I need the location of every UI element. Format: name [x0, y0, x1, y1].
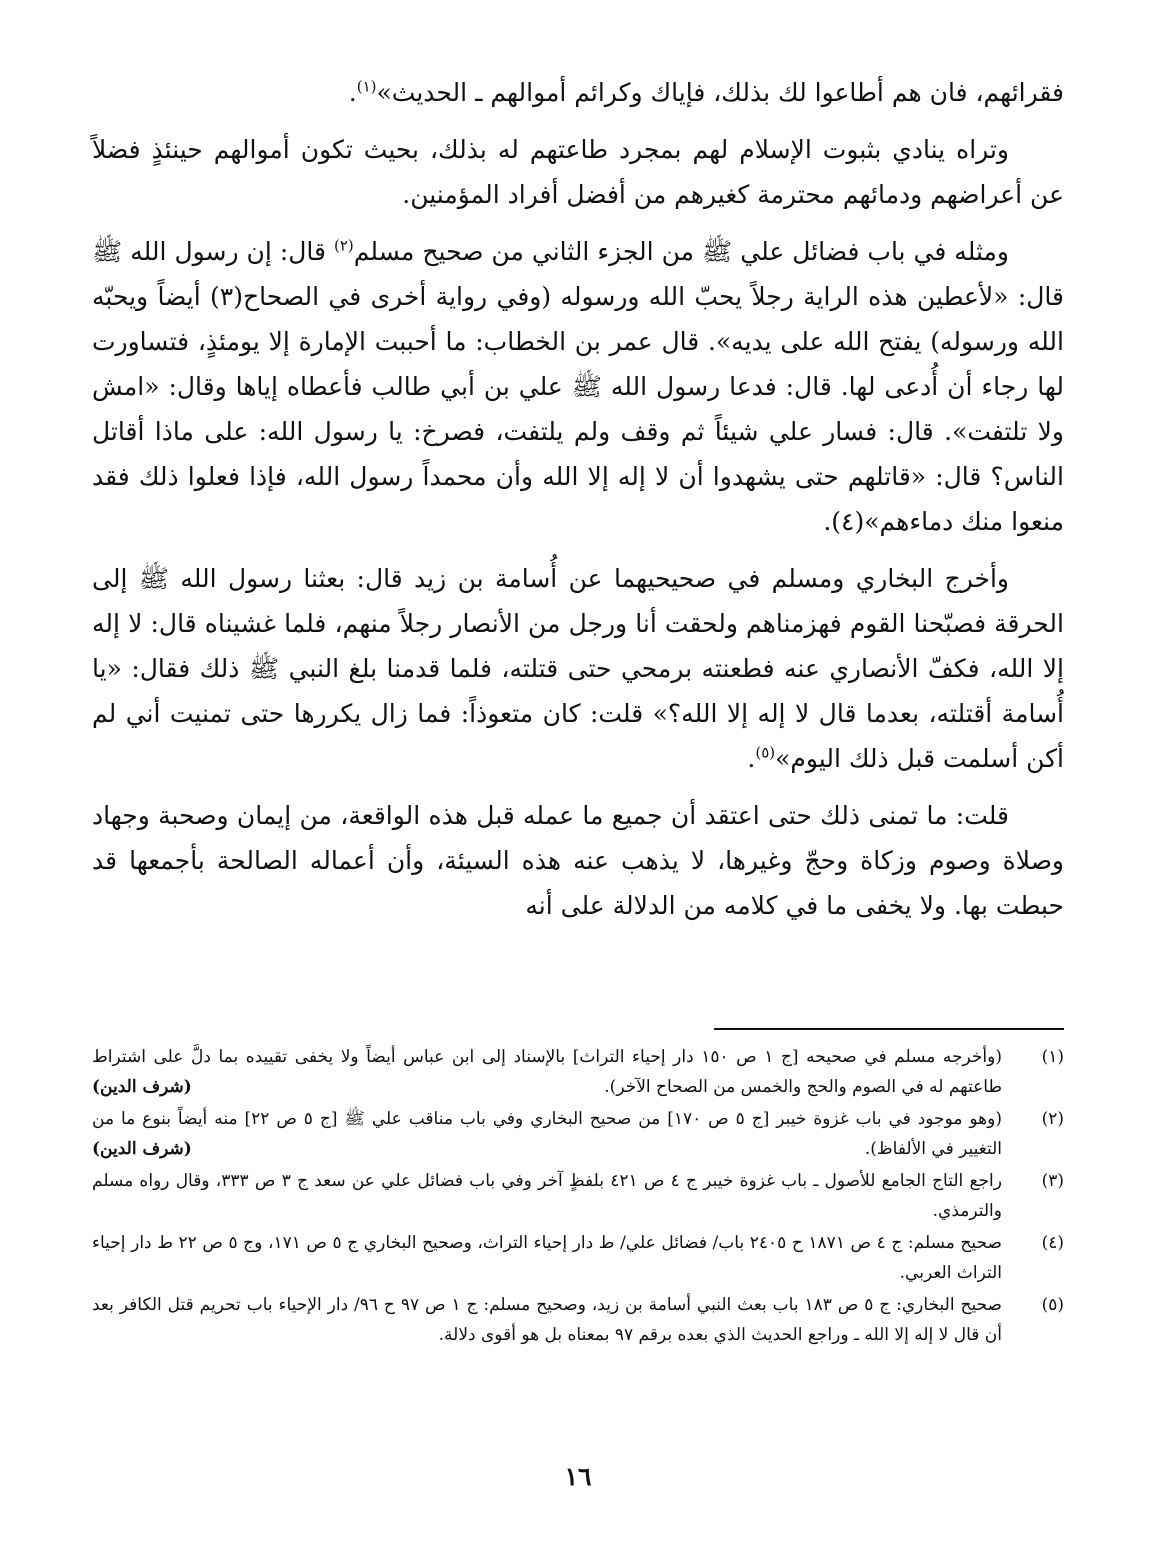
footnote-number: (٥)	[1041, 1295, 1064, 1315]
footnote-body	[92, 1166, 1002, 1226]
main-text	[92, 70, 1064, 940]
footnote-body	[92, 1228, 1002, 1288]
footnote-4	[92, 1228, 1064, 1288]
footnote-credit: (شرف الدين)	[92, 1077, 192, 1097]
footnote-text: صحيح مسلم: ج ٤ ص ١٨٧١ ح ٢٤٠٥ باب/ فضائل علي/ ط دار إحياء التراث، وصحيح البخاري ج ٥ ص ١٧١، وج ٥ ص ٢٢ ط دار إحياء التراث العربي.	[92, 1233, 1002, 1283]
page-number: ١٦	[564, 1462, 592, 1491]
paragraph-1	[92, 70, 1064, 115]
footnote-ref-5: (٥)	[755, 743, 776, 762]
paragraph-1-text: فقرائهم، فان هم أطاعوا لك بذلك، فإياك وكرائم أموالهم ـ الحديث»	[376, 78, 1064, 107]
footnote-number: (٤)	[1041, 1233, 1064, 1253]
footnote-number: (٣)	[1041, 1171, 1064, 1191]
paragraph-2-text: وتراه ينادي بثبوت الإسلام لهم بمجرد طاعتهم له بذلك، بحيث تكون أموالهم حينئذٍ فضلاً عن أعراضهم ودمائهم محترمة كغيرهم من أفضل أفراد المؤمنين.	[92, 135, 1064, 209]
footnote-3	[92, 1166, 1064, 1226]
footnote-body	[92, 1290, 1002, 1350]
footnote-body	[92, 1104, 1002, 1164]
footnote-5	[92, 1290, 1064, 1350]
paragraph-2	[92, 127, 1064, 217]
paragraph-5-text: قلت: ما تمنى ذلك حتى اعتقد أن جميع ما عمله قبل هذه الواقعة، من إيمان وصحبة وجهاد وصلاة وصوم وزكاة وحجّ وغيرها، لا يذهب عنه هذه السيئة، وأن أعماله الصالحة بأجمعها قد حبطت بها. ولا يخفى ما في كلامه من الدلالة على أنه	[92, 801, 1064, 920]
footnote-1	[92, 1042, 1064, 1102]
footnote-credit: (شرف الدين)	[92, 1139, 192, 1159]
paragraph-1-tail: .	[348, 78, 357, 107]
paragraph-5	[92, 793, 1064, 928]
paragraph-3-text: ومثله في باب فضائل علي ﷺ من الجزء الثاني من صحيح مسلم	[353, 237, 1009, 266]
footnote-2	[92, 1104, 1064, 1164]
footnotes	[92, 1042, 1064, 1352]
footnote-text: راجع التاج الجامع للأصول ـ باب غزوة خيبر ج ٤ ص ٤٢١ بلفظٍ آخر وفي باب فضائل علي عن سعد ج ٣ ص ٣٣٣، وقال رواه مسلم والترمذي.	[92, 1171, 1002, 1221]
footnote-text: (وأخرجه مسلم في صحيحه [ج ١ ص ١٥٠ دار إحياء التراث] بالإسناد إلى ابن عباس أيضاً ولا يخفى تقييده بما دلَّ على اشتراط طاعتهم له في الصوم والحج والخمس من الصحاح الآخر).	[92, 1047, 1002, 1097]
paragraph-4-tail: .	[747, 744, 756, 773]
footnote-separator	[714, 1028, 1064, 1030]
paragraph-4-text: وأخرج البخاري ومسلم في صحيحيهما عن أُسامة بن زيد قال: بعثنا رسول الله ﷺ إلى الحرقة فصبّحنا القوم فهزمناهم ولحقت أنا ورجل من الأنصار رجلاً منهم، فلما غشيناه قال: لا إله إلا الله، فكفّ الأنصاري عنه فطعنته برمحي حتى قتلته، فلما قدمنا بلغ النبي ﷺ ذلك فقال: «يا أُسامة أقتلته، بعدما قال لا إله إلا الله؟» قلت: كان متعوذاً: فما زال يكررها حتى تمنيت أني لم أكن أسلمت قبل ذلك اليوم»	[92, 564, 1064, 773]
footnote-body	[92, 1042, 1002, 1102]
footnote-text: (وهو موجود في باب غزوة خيبر [ج ٥ ص ١٧٠] من صحيح البخاري وفي باب مناقب علي ﷺ [ج ٥ ص ٢٢] منه أيضاً بنوع ما من التغيير في الألفاظ).	[92, 1109, 1002, 1159]
paragraph-3	[92, 229, 1064, 544]
footnote-number: (٢)	[1041, 1109, 1064, 1129]
footnote-text: صحيح البخاري: ج ٥ ص ١٨٣ باب بعث النبي أسامة بن زيد، وصحيح مسلم: ج ١ ص ٩٧ ح ٩٦/ دار الإحياء باب تحريم قتل الكافر بعد أن قال لا إله إلا الله ـ وراجع الحديث الذي بعده برقم ٩٧ بمعناه بل هو أقوى دلالة.	[92, 1295, 1002, 1345]
footnote-ref-1: (١)	[356, 77, 377, 96]
paragraph-4	[92, 556, 1064, 781]
paragraph-3-tail: قال: إن رسول الله ﷺ قال: «لأعطين هذه الراية رجلاً يحبّ الله ورسوله (وفي رواية أخرى في الصحاح(٣) أيضاً ويحبّه الله ورسوله) يفتح الله على يديه». قال عمر بن الخطاب: ما أحببت الإمارة إلا يومئذٍ، فتساورت لها رجاء أن أُدعى لها. قال: فدعا رسول الله ﷺ علي بن أبي طالب فأعطاه إياها وقال: «امش ولا تلتفت». قال: فسار علي شيئاً ثم وقف ولم يلتفت، فصرخ: يا رسول الله: على ماذا أقاتل الناس؟ قال: «قاتلهم حتى يشهدوا أن لا إله إلا الله وأن محمداً رسول الله، فإذا فعلوا ذلك فقد منعوا منك دماءهم»(٤).	[92, 237, 1064, 536]
footnote-number: (١)	[1041, 1047, 1064, 1067]
footnote-ref-2: (٢)	[334, 236, 354, 255]
